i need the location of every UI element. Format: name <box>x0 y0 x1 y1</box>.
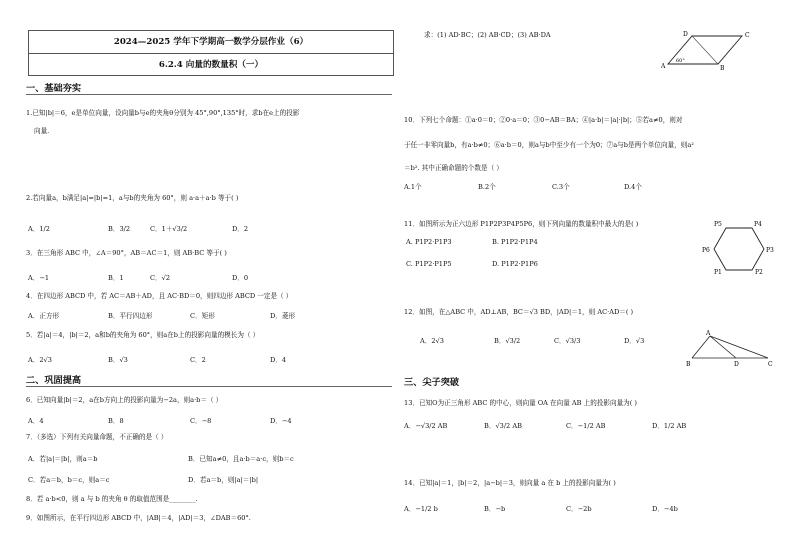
q3-option-b: B．1 <box>108 274 124 282</box>
q6-option-a: A．4 <box>28 417 44 425</box>
q5-option-b: B．√3 <box>108 356 128 364</box>
triangle-figure <box>684 326 784 368</box>
point-p2-label: P2 <box>755 269 763 276</box>
question-1-line2: 向量. <box>34 127 50 135</box>
point-a-label: A <box>661 63 666 70</box>
angle-label: 60° <box>676 58 685 64</box>
q13-option-c: C．−1/2 AB <box>566 422 606 430</box>
section-divider <box>26 386 392 387</box>
q6-option-c: C．−8 <box>190 417 212 425</box>
q13-option-a: A．−√3/2 AB <box>404 422 448 430</box>
question-4: 4．在四边形 ABCD 中，若 AC＝AB＋AD，且 AC·BD＝0，则四边形 ABCD 一定是（ ） <box>26 292 293 300</box>
parallelogram-diagonal <box>692 36 718 64</box>
title-divider <box>29 53 393 54</box>
q2-option-c: C．1＋√3/2 <box>150 225 188 233</box>
q7-option-b: B．已知a≠0，且a·b＝a·c，则b＝c <box>188 455 294 463</box>
worksheet-subtitle: 6.2.4 向量的数量积（一） <box>158 60 264 70</box>
q14-option-c: C．−2b <box>566 505 592 513</box>
hexagon-figure <box>700 216 780 282</box>
question-8: 8．若 a·b<0，则 a 与 b 的夹角 θ 的取值范围是________. <box>26 495 198 503</box>
q12-option-d: D．√3 <box>624 337 645 345</box>
section-basic: 一、基础夯实 <box>26 83 82 94</box>
q12-option-b: B．√3/2 <box>494 337 521 345</box>
q6-option-b: B．8 <box>108 417 124 425</box>
hexagon-shape <box>714 228 764 270</box>
q11-option-a: A. P1P2·P1P3 <box>406 238 452 246</box>
question-1-line1: 1.已知|b|＝6，e是单位向量，设向量b与e的夹角θ分别为 45°,90°,135°时，求b在e上的投影 <box>26 109 300 117</box>
question-3: 3．在三角形 ABC 中，∠A＝90°，AB＝AC＝1，则 AB·BC 等于( ) <box>26 249 227 257</box>
point-c-label: C <box>768 361 773 368</box>
q5-option-d: D．4 <box>270 356 287 364</box>
q12-option-a: A．2√3 <box>420 337 444 345</box>
point-p4-label: P4 <box>754 221 762 228</box>
point-d-label: D <box>683 31 688 38</box>
worksheet-title: 2024—2025 学年下学期高一数学分层作业（6） <box>113 37 309 47</box>
q3-option-c: C．√2 <box>150 274 171 282</box>
q14-option-b: B．−b <box>484 505 506 513</box>
q10-option-b: B.2个 <box>478 183 496 191</box>
question-7: 7．（多选）下列有关向量命题，不正确的是（ ） <box>26 433 168 441</box>
question-10-line1: 10．下列七个命题：①a·0＝0；②0·a＝0；③0−AB＝BA；④|a·b|＝|a|·|b|；⑤若a≠0，则对 <box>404 116 683 124</box>
segment-ad <box>710 336 736 358</box>
question-14: 14．已知|a|＝1，|b|＝2，|a−b|＝3，则向量 a 在 b 上的投影向量为( ) <box>404 479 616 487</box>
q4-option-a: A．正方形 <box>28 312 60 320</box>
q4-option-d: D．菱形 <box>270 312 296 320</box>
point-c-label: C <box>745 32 750 39</box>
point-p6-label: P6 <box>702 247 710 254</box>
q13-option-b: B．√3/2 AB <box>484 422 522 430</box>
q7-option-c: C．若a＝b，b＝c，则a＝c <box>28 476 110 484</box>
q6-option-d: D．−4 <box>270 417 292 425</box>
question-9-continued: 求：(1) AD·BC；(2) AB·CD；(3) AB·DA <box>424 31 551 39</box>
question-6: 6．已知向量|b|＝2，a在b方向上的投影向量为−2a，则a·b＝（ ） <box>26 396 223 404</box>
point-a-label: A <box>706 330 711 337</box>
q2-option-a: A．1/2 <box>28 225 50 233</box>
section-advanced: 三、尖子突破 <box>404 377 460 388</box>
point-p3-label: P3 <box>766 247 774 254</box>
q13-option-d: D．1/2 AB <box>652 422 687 430</box>
question-9: 9．如图所示，在平行四边形 ABCD 中，|AB|＝4，|AD|＝3，∠DAB＝60°. <box>26 514 251 522</box>
q5-option-c: C．2 <box>190 356 206 364</box>
q5-option-a: A．2√3 <box>28 356 52 364</box>
q4-option-b: B．平行四边形 <box>108 312 153 320</box>
point-b-label: B <box>686 361 691 368</box>
q3-option-a: A．−1 <box>28 274 50 282</box>
point-b-label: B <box>720 65 725 70</box>
question-5: 5．若|a|＝4，|b|＝2，a和b的夹角为 60°，则a在b上的投影向量的模长为（ ） <box>26 331 260 339</box>
section-divider <box>26 94 392 95</box>
question-13: 13．已知O为正三角形 ABC 的中心，则向量 OA 在向量 AB 上的投影向量为( ) <box>404 399 638 407</box>
q14-option-a: A．−1/2 b <box>404 505 438 513</box>
point-p1-label: P1 <box>714 269 722 276</box>
question-12: 12．如图，在△ABC 中，AD⊥AB，BC＝√3 BD，|AD|＝1，则 AC·AD＝( ) <box>404 308 634 316</box>
section-consolidate: 二、巩固提高 <box>26 375 82 386</box>
triangle-side-ab <box>692 336 710 358</box>
q7-option-a: A．若|a|＝|b|，则a＝b <box>28 455 98 463</box>
q10-option-c: C.3个 <box>552 183 570 191</box>
q10-option-d: D.4个 <box>624 183 642 191</box>
title-box <box>28 30 394 76</box>
q11-option-c: C. P1P2·P1P5 <box>406 260 452 268</box>
question-10-line3: ＝b². 其中正确命题的个数是（ ） <box>404 164 503 172</box>
q2-option-d: D．2 <box>232 225 249 233</box>
triangle-side-ac <box>710 336 768 358</box>
point-d-label: D <box>734 361 739 368</box>
q12-option-c: C．√3/3 <box>554 337 581 345</box>
parallelogram-figure <box>656 28 756 70</box>
q10-option-a: A.1个 <box>404 183 422 191</box>
q11-option-d: D. P1P2·P1P6 <box>492 260 538 268</box>
question-10-line2: 于任一非零向量b，有a·b≠0；⑥a·b＝0，则a与b中至少有一个为0；⑦a与b是两个单位向量，则a² <box>404 141 694 149</box>
q2-option-b: B．3/2 <box>108 225 131 233</box>
question-2: 2.若向量a，b满足|a|=|b|=1，a与b的夹角为 60°，则 a·a＋a·b 等于( ) <box>26 194 239 202</box>
question-11: 11．如图所示为正六边形 P1P2P3P4P5P6，则下列向量的数量积中最大的是( ) <box>404 220 639 228</box>
q11-option-b: B. P1P2·P1P4 <box>492 238 538 246</box>
q14-option-d: D．−4b <box>652 505 678 513</box>
q3-option-d: D．0 <box>232 274 249 282</box>
point-p5-label: P5 <box>714 221 722 228</box>
q4-option-c: C．矩形 <box>190 312 215 320</box>
q7-option-d: D．若a＝b，则|a|＝|b| <box>188 476 259 484</box>
